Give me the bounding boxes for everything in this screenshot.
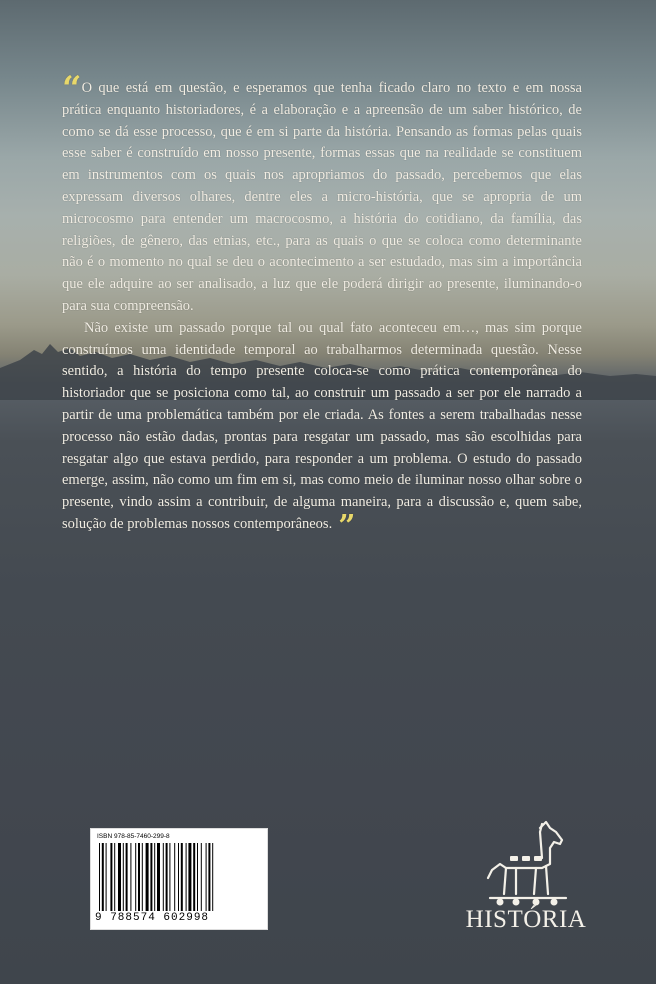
isbn-barcode <box>90 828 268 930</box>
back-cover-quote <box>62 69 582 544</box>
isbn-number: ISBN 978-85-7460-299-8 <box>97 833 170 840</box>
quote-paragraph-2 <box>62 318 582 544</box>
opening-quote-mark: “ <box>62 69 76 109</box>
quote-paragraph-2-text: Não existe um passado porque tal ou qual fato aconteceu em…, mas sim porque construímos uma identidade temporal ao trabalharmos determinada questão. Nesse sentido, a história do tempo presente coloca-se como prática contemporânea do historiador que se posiciona como tal, ao construir um passado a ser por ele narrado a partir de uma problemática também por ele criada. As fontes a serem trabalhadas nesse processo não estão dadas, prontas para resgatar um passado, mas são escolhidas para resgatar algo que estava perdido, para responder a um problema. O estudo do passado emerge, assim, não como um fim em si, mas como meio de iluminar nosso olhar sobre o presente, vindo assim a contribuir, de alguma maneira, para a discussão e, quem sabe, solução de problemas nossos contemporâneos. <box>62 319 582 532</box>
quote-paragraph-1 <box>62 69 582 318</box>
quote-paragraph-1-text: O que está em questão, e esperamos que tenha ficado claro no texto e em nossa prática enquanto historiadores, é a elaboração e a apreensão de um saber histórico, de como se dá esse processo, que é em si parte da história. Pensando as formas pelas quais esse saber é construído em nosso presente, formas essas que na realidade se constituem em instrumentos com os quais nos apropriamos do passado, percebemos que elas expressam diversos olhares, dentre eles a micro-história, que se apropria de um microcosmo para entender um macrocosmo, a história do cotidiano, da família, das religiões, de gênero, das etnias, etc., para as quais o que se coloca como determinante não é o momento no qual se deu o acontecimento a ser estudado, mas sim a importância que ele adquire ao ser analisado, a luz que ele poderá dirigir ao presente, iluminando-o para sua compreensão. <box>62 80 582 314</box>
trojan-horse-icon <box>470 818 580 910</box>
series-label: HISTÓRIA <box>465 906 587 933</box>
closing-quote-mark: ” <box>338 508 350 544</box>
ean-digits: 9 788574 602998 <box>95 912 210 924</box>
barcode-bars <box>97 843 261 911</box>
